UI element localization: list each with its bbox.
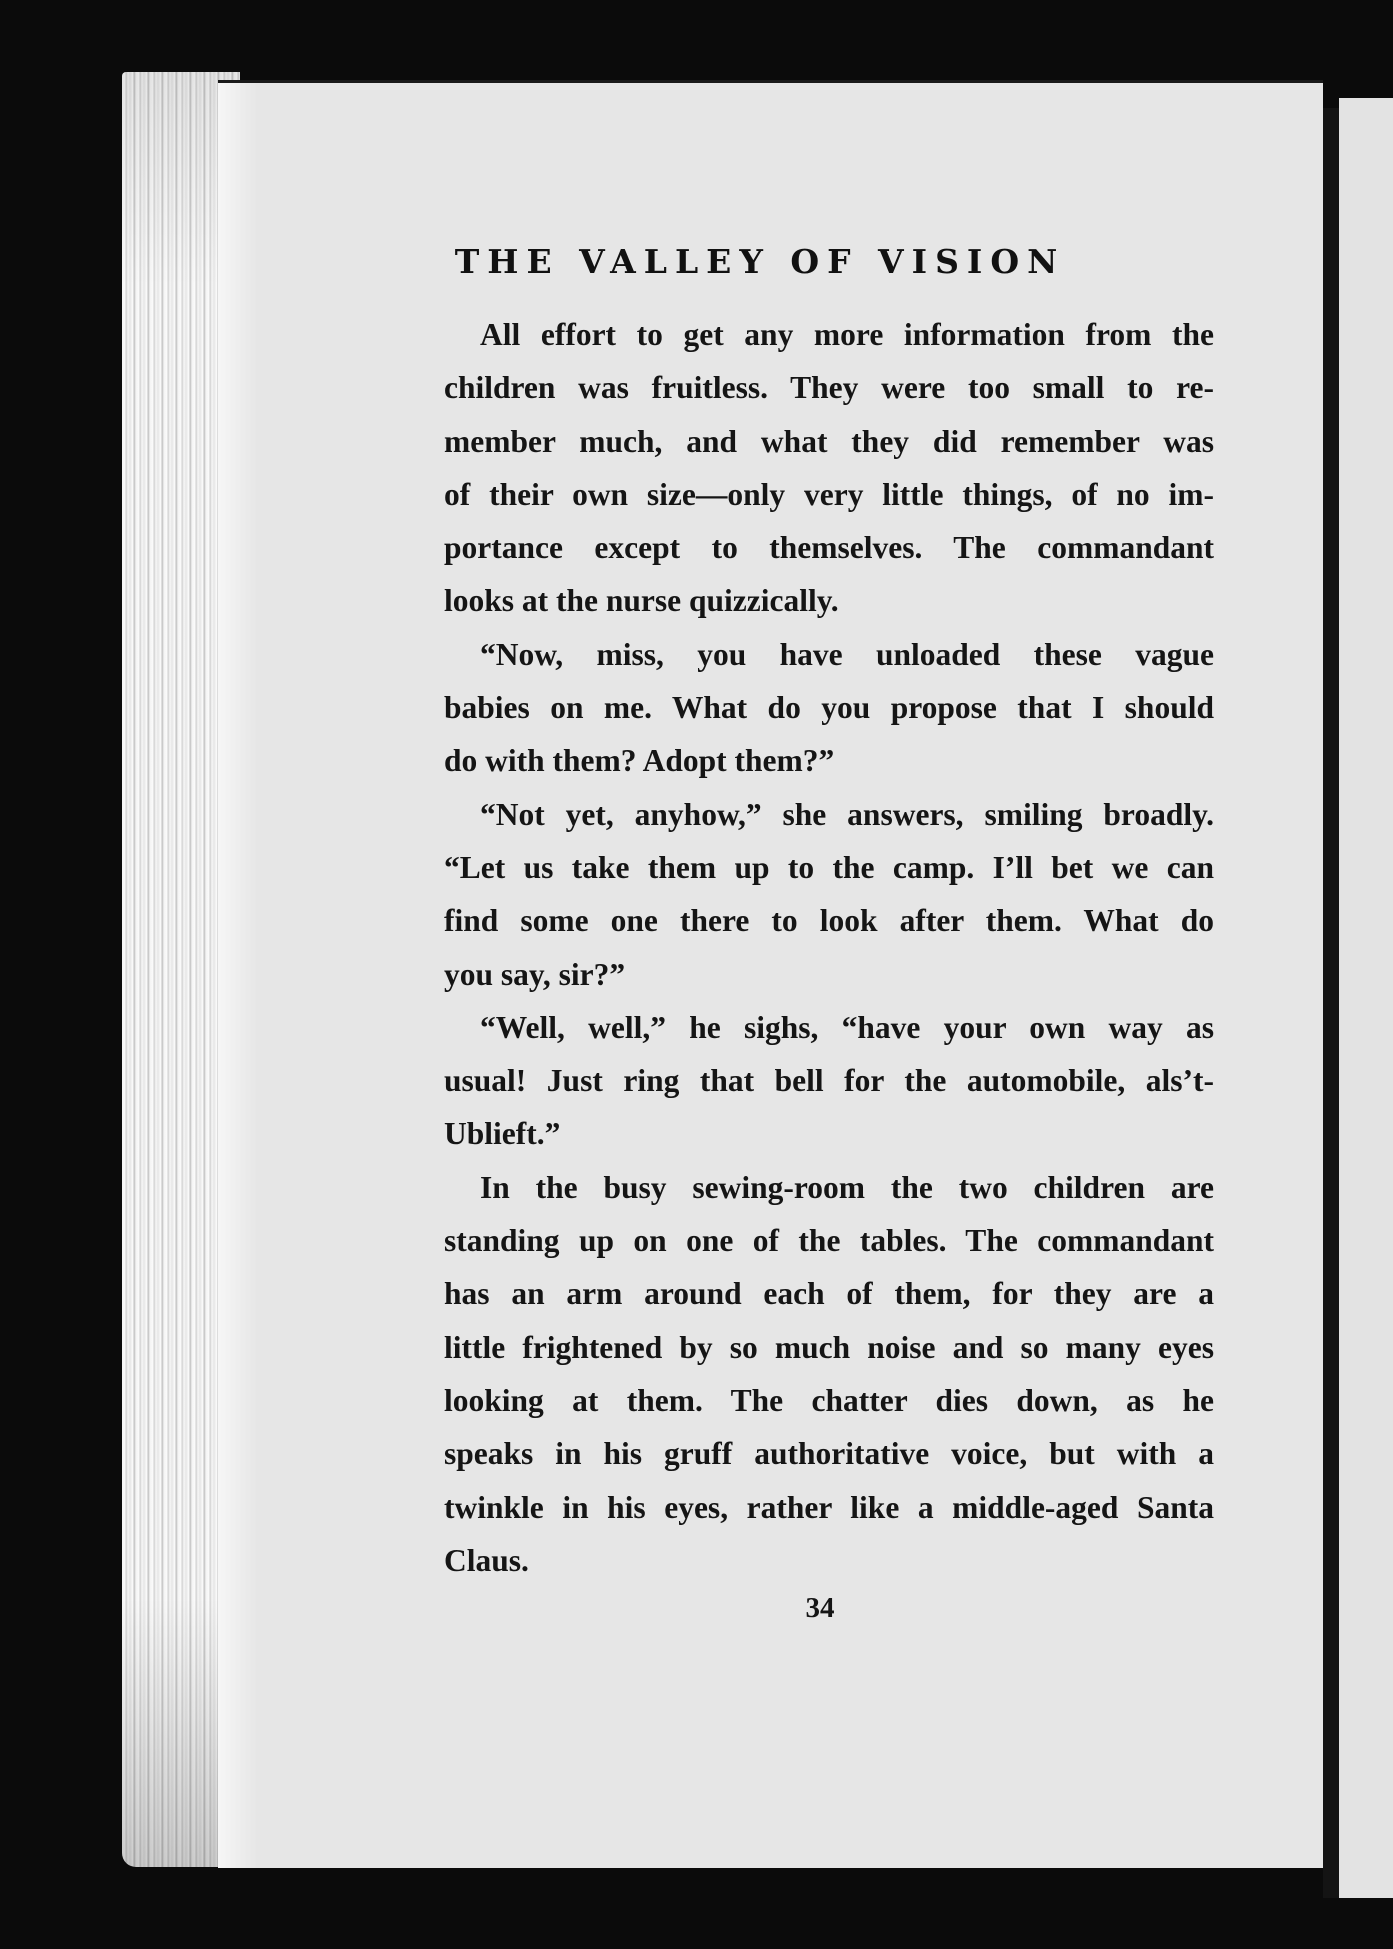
text-line: “Let us take them up to the camp. I’ll bet we can — [444, 849, 1214, 885]
text-line: twinkle in his eyes, rather like a middle-aged Santa — [444, 1489, 1214, 1525]
text-line: babies on me. What do you propose that I should — [444, 690, 1214, 726]
text-line: In the busy sewing-room the two children are — [480, 1169, 1214, 1205]
text-line: find some one there to look after them. What do — [444, 903, 1214, 939]
text-line: “Well, well,” he sighs, “have your own way as — [480, 1009, 1214, 1045]
text-line: “Not yet, anyhow,” she answers, smiling broadly. — [480, 796, 1214, 832]
text-line: of their own size—only very little things, of no im- — [444, 476, 1214, 512]
text-line: member much, and what they did remember was — [444, 423, 1214, 459]
body-text — [444, 308, 1214, 1587]
text-line: do with them? Adopt them?” — [444, 743, 835, 779]
text-line: little frightened by so much noise and so many eyes — [444, 1329, 1214, 1365]
facing-page-edge — [1339, 98, 1393, 1898]
paragraph — [444, 788, 1214, 1001]
text-line: “Now, miss, you have unloaded these vague — [480, 636, 1214, 672]
text-line: portance except to themselves. The commandant — [444, 530, 1214, 566]
gutter-shadow — [1323, 108, 1339, 1898]
text-line: Claus. — [444, 1542, 529, 1578]
text-line: you say, sir?” — [444, 956, 626, 992]
paragraph — [444, 1161, 1214, 1587]
text-line: Ublieft.” — [444, 1116, 561, 1152]
running-head: THE VALLEY OF VISION — [454, 242, 1066, 281]
text-line: usual! Just ring that bell for the automobile, als’t- — [444, 1063, 1214, 1099]
page-number: 34 — [805, 1592, 835, 1624]
text-line: standing up on one of the tables. The commandant — [444, 1223, 1214, 1259]
text-line: All effort to get any more information from the — [480, 317, 1214, 352]
text-line: speaks in his gruff authoritative voice, but with a — [444, 1436, 1214, 1472]
text-line: has an arm around each of them, for they are a — [444, 1276, 1214, 1312]
paragraph — [444, 1001, 1214, 1161]
text-line: looks at the nurse quizzically. — [444, 583, 839, 619]
text-line: children was fruitless. They were too small to re- — [444, 370, 1214, 406]
paragraph — [444, 628, 1214, 788]
paragraph — [444, 308, 1214, 628]
text-line: looking at them. The chatter dies down, as he — [444, 1382, 1214, 1418]
